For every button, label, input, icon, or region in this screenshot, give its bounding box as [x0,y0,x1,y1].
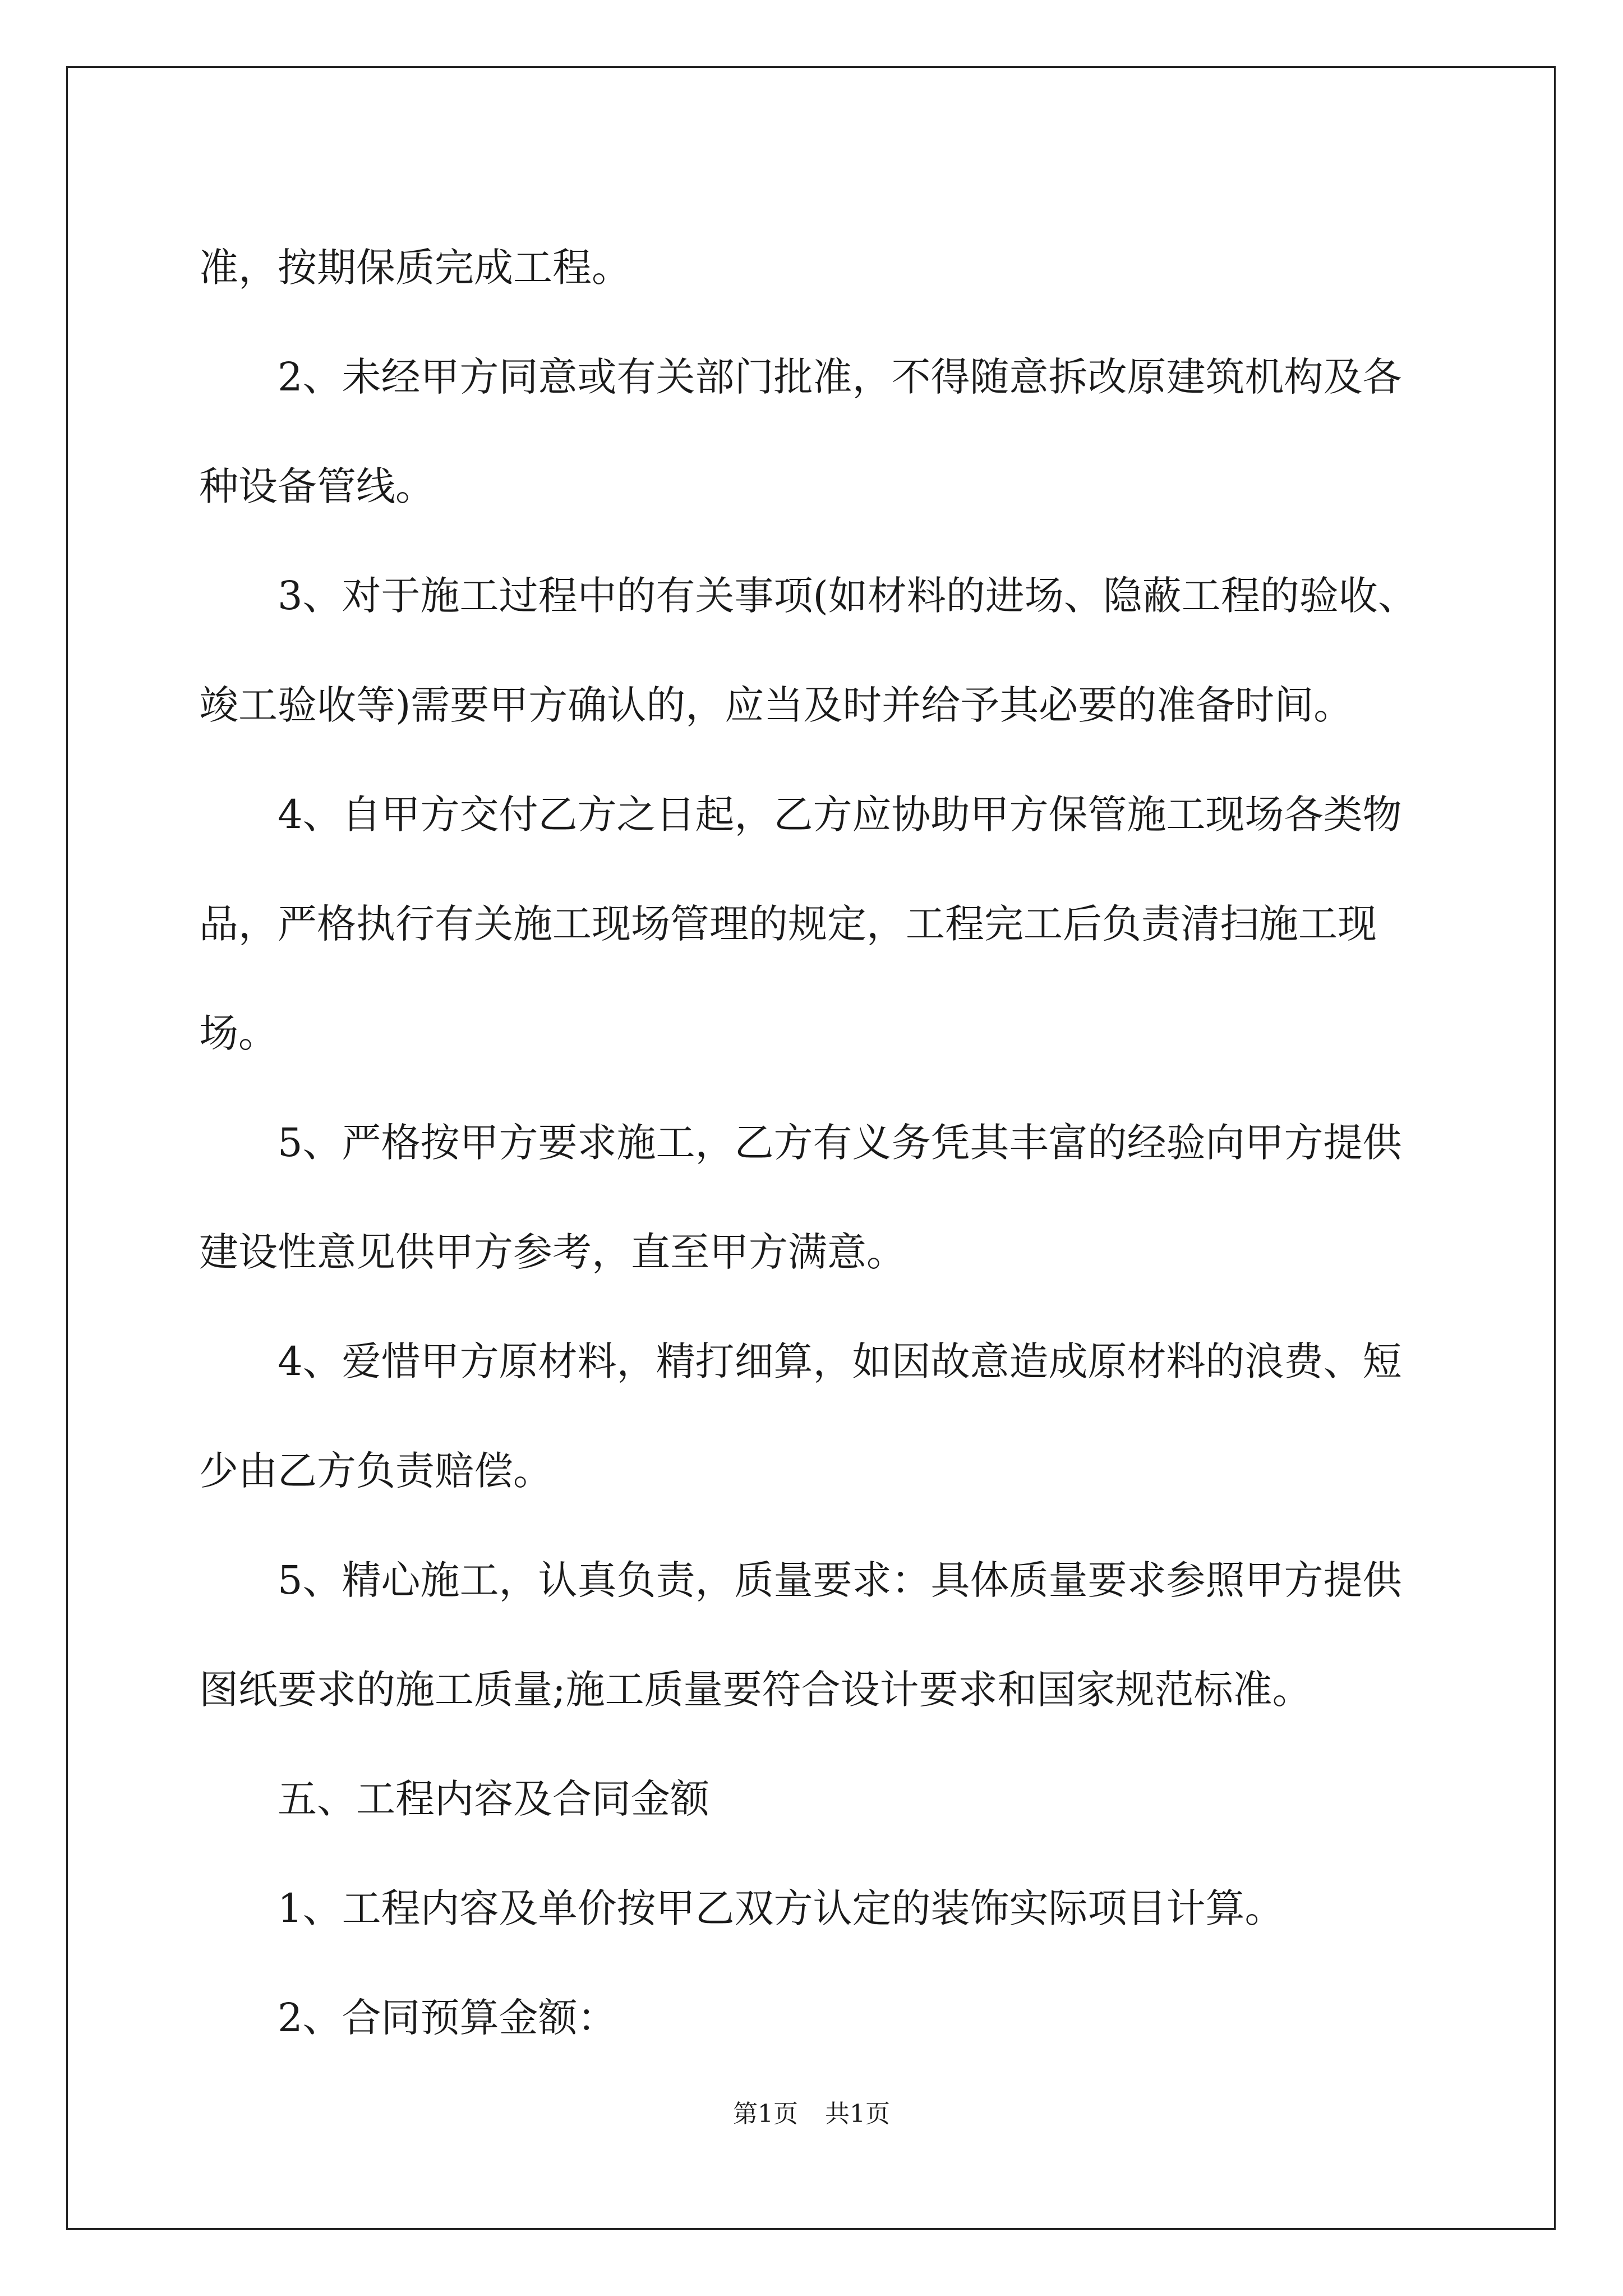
paragraph: 2、合同预算金额： [278,1995,617,2041]
paragraph: 3、对于施工过程中的有关事项(如材料的进场、隐蔽工程的验收、竣工验收等)需要甲方确认的，应当及时并给予其必要的准备时间。 [199,573,1417,728]
paragraph: 4、自甲方交付乙方之日起，乙方应协助甲方保管施工现场各类物品，严格执行有关施工现场管理的规定，工程完工后负责清扫施工现场。 [199,792,1402,1056]
paragraph: 4、爱惜甲方原材料，精打细算，如因故意造成原材料的浪费、短少由乙方负责赔偿。 [199,1338,1402,1494]
paragraph: 准，按期保质完成工程。 [199,245,631,291]
section-heading: 五、工程内容及合同金额 [278,1776,709,1822]
document-body [199,213,1433,2073]
paragraph: 5、精心施工，认真负责，质量要求：具体质量要求参照甲方提供图纸要求的施工质量;施工质量要符合设计要求和国家规范标准。 [199,1557,1402,1713]
paragraph: 1、工程内容及单价按甲乙双方认定的装饰实际项目计算。 [278,1885,1284,1931]
page-footer [0,2093,1623,2129]
paragraph: 5、严格按甲方要求施工，乙方有义务凭其丰富的经验向甲方提供建设性意见供甲方参考，直至甲方满意。 [199,1120,1402,1275]
page-total: 共1页 [825,2100,890,2128]
paragraph: 2、未经甲方同意或有关部门批准，不得随意拆改原建筑机构及各种设备管线。 [199,354,1402,509]
page-number: 第1页 [733,2100,798,2128]
